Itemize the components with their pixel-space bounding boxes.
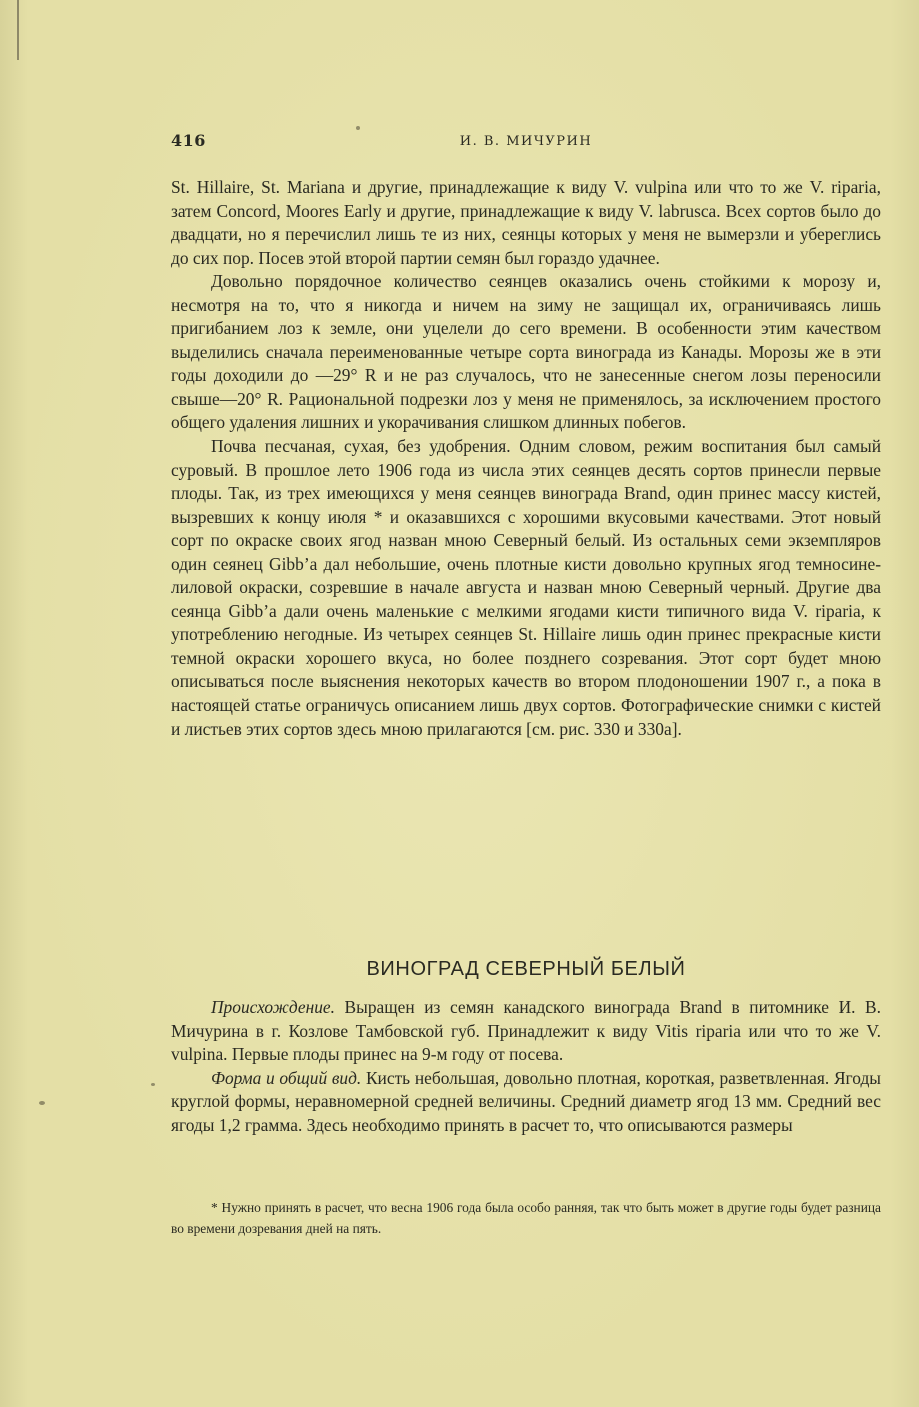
footnote <box>171 1197 881 1239</box>
section-paragraph <box>171 996 881 1067</box>
paragraph: Почва песчаная, сухая, без удобрения. Одним словом, режим воспитания был самый суровый. В прошлое лето 1906 года из числа этих сеянцев десять сортов принесли первые плоды. Так, из трех имеющихся у меня сеянцев винограда Brand, один принес массу кистей, вызревших к концу июля * и оказавшихся с хорошими вкусовыми качествами. Этот новый сорт по окраске своих ягод назван мною Северный белый. Из остальных семи экземпляров один сеянец Gibb’a дал небольшие, очень плотные кисти довольно крупных ягод темносине-лиловой окраски, созревшие в начале августа и назван мною Северный черный. Другие два сеянца Gibb’a дали очень маленькие с мелкими ягодами кисти типичного вида V. riparia, к употреблению негодные. Из четырех сеянцев St. Hillaire лишь один принес прекрасные кисти темной окраски хорошего вкуса, но более позднего созревания. Этот сорт будет мною описываться после выяснения некоторых качеств во втором плодоношении 1907 г., а пока в настоящей статье ограничусь описанием лишь двух сортов. Фотографические снимки с кистей и листьев этих сортов здесь мною прилагаются [см. рис. 330 и 330а]. <box>171 436 881 739</box>
footnote-text: * Нужно принять в расчет, что весна 1906 года была особо ранняя, так что быть может в другие годы будет разница во времени дозревания дней на пять. <box>171 1200 881 1236</box>
gutter-mark <box>17 0 19 60</box>
paragraph: St. Hillaire, St. Mariana и другие, принадлежащие к виду V. vulpina или что то же V. riparia, затем Concord, Moores Early и другие, принадлежащие к виду V. labrusca. Всех сортов было до двадцати, но я перечислил лишь те из них, сеянцы которых у меня не вымерзли и убереглись до сих пор. Посев этой второй партии семян был гораздо удачнее. <box>171 177 881 268</box>
body-text <box>171 176 881 741</box>
section-text <box>171 996 881 1137</box>
print-speck <box>39 1101 45 1105</box>
paragraph-lead: Происхождение. <box>211 997 335 1017</box>
paragraph-text: Выращен из семян канадского винограда Brand в питомнике И. В. Мичурина в г. Козлове Тамбовской губ. Принадлежит к виду Vitis riparia или что то же V. vulpina. Первые плоды принес на 9-м году от посева. <box>171 997 881 1065</box>
paragraph-text: Кисть небольшая, довольно плотная, короткая, разветвленная. Ягоды круглой формы, неравномерной средней величины. Средний диаметр ягод 13 мм. Средний вес ягоды 1,2 грамма. Здесь необходимо принять в расчет то, что описываются размеры <box>171 1067 881 1135</box>
section-heading: ВИНОГРАД СЕВЕРНЫЙ БЕЛЫЙ <box>366 958 686 980</box>
page-number: 416 <box>171 131 206 150</box>
running-head: И. В. МИЧУРИН <box>459 134 593 149</box>
print-speck <box>151 1083 155 1086</box>
paragraph: Довольно порядочное количество сеянцев оказались очень стойкими к морозу и, несмотря на то, что я никогда и ничем на зиму не защищал их, ограничиваясь лишь пригибанием лоз к земле, они уцелели до сего времени. В особенности этим качеством выделились сначала переименованные четыре сорта винограда из Канады. Морозы же в эти годы доходили до —29° R и не раз случалось, что не занесенные снегом лозы переносили свыше—20° R. Рациональной подрезки лоз у меня не применялось, за исключением простого общего удаления лишних и укорачивания слишком длинных побегов. <box>171 271 881 433</box>
paragraph-lead: Форма и общий вид. <box>211 1067 362 1088</box>
section-paragraph <box>171 1067 881 1138</box>
page-header <box>171 131 881 155</box>
print-speck <box>356 126 360 130</box>
